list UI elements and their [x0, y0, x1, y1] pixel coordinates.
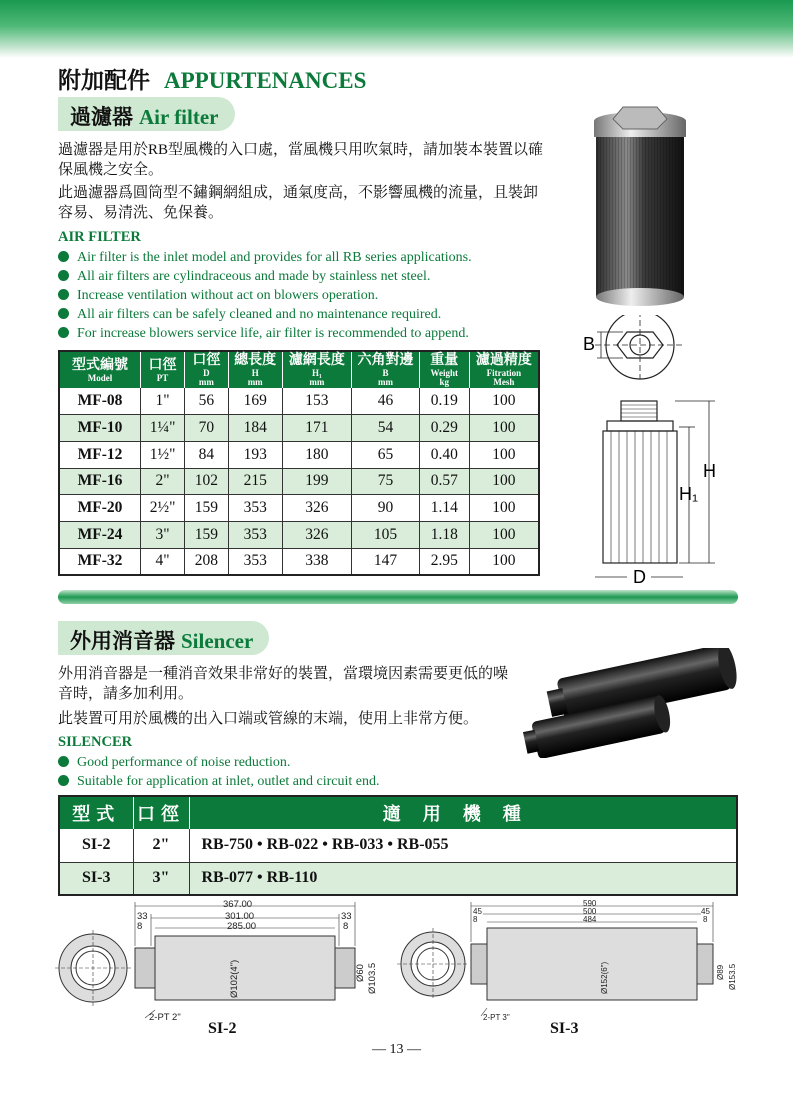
si3-dim-end2: 8: [473, 915, 478, 924]
model-cell: MF-16: [59, 468, 141, 495]
bullet-icon: [58, 270, 69, 281]
col-header: 六角對邊 B mm: [352, 351, 420, 388]
table-cell: 1¼": [141, 415, 185, 442]
air-filter-title-en: Air filter: [139, 105, 219, 129]
page-title-en: APPURTENANCES: [164, 68, 367, 93]
si2-dim-port: Ø60: [355, 964, 366, 982]
silencer-title-en: Silencer: [181, 629, 254, 653]
table-header-row: [59, 351, 539, 388]
si2-dimension-drawing: [55, 898, 390, 1023]
silencer-subtitle: SILENCER: [58, 734, 133, 750]
air-filter-section-title: [58, 97, 235, 131]
silencer-spec-table: [58, 795, 738, 896]
si3-pt-label: 2-PT 3": [483, 1013, 510, 1022]
table-cell: 147: [352, 548, 420, 575]
table-cell: 84: [184, 441, 228, 468]
si2-caption: SI-2: [208, 1020, 237, 1037]
table-cell: 184: [228, 415, 282, 442]
page-title-zh: 附加配件: [58, 68, 150, 93]
table-cell: 70: [184, 415, 228, 442]
si3-dim-end2-right: 8: [703, 915, 708, 924]
air-filter-title-zh: 過濾器: [70, 105, 133, 129]
table-row: [59, 441, 539, 468]
col-header: 適用機種: [189, 796, 737, 829]
col-header: 型式編號 Model: [59, 351, 141, 388]
list-item: Air filter is the inlet model and provides for all RB series applications.: [58, 248, 472, 267]
silencer-section-title: [58, 621, 269, 655]
silencer-bullets: [58, 753, 379, 791]
table-cell: 159: [184, 495, 228, 522]
model-cell: MF-20: [59, 495, 141, 522]
list-item: Good performance of noise reduction.: [58, 753, 379, 772]
table-cell: 54: [352, 415, 420, 442]
si2-dim-end: 33: [137, 911, 148, 922]
table-cell: 100: [469, 441, 539, 468]
dim-label-h: H: [703, 461, 716, 481]
table-row: SI-2 2" RB-750 • RB-022 • RB-033 • RB-055: [59, 829, 737, 862]
table-cell: 326: [282, 521, 352, 548]
silencer-title-zh: 外用消音器: [70, 629, 175, 653]
bullet-icon: [58, 289, 69, 300]
list-item: Increase ventilation without act on blowers operation.: [58, 286, 472, 305]
table-row: [59, 388, 539, 415]
table-cell: 193: [228, 441, 282, 468]
table-cell: 3": [141, 521, 185, 548]
dim-label-h1: H₁: [679, 484, 699, 504]
table-row: [59, 495, 539, 522]
si3-dim-port2: Ø153.5: [728, 963, 737, 990]
si2-dim-mid: 301.00: [225, 911, 255, 922]
si3-dim-port: Ø89: [716, 964, 725, 980]
silencer-desc-2: 此裝置可用於風機的出入口端或管線的末端，使用上非常方便。: [58, 711, 479, 727]
si3-dim-inner: 484: [583, 915, 597, 924]
si3-dim-total: 590: [583, 899, 597, 908]
air-filter-spec-table: [58, 350, 540, 576]
table-cell: 353: [228, 495, 282, 522]
table-cell: 100: [469, 415, 539, 442]
page-title: [58, 62, 366, 95]
table-cell: 169: [228, 388, 282, 415]
col-header: 重量 Weight kg: [419, 351, 469, 388]
table-row: [59, 521, 539, 548]
si2-dim-body: Ø102(4"): [229, 959, 240, 998]
table-cell: 0.29: [419, 415, 469, 442]
bullet-icon: [58, 327, 69, 338]
si2-dim-port2: Ø103.5: [367, 962, 378, 994]
table-cell: 215: [228, 468, 282, 495]
dim-label-b: B: [583, 334, 596, 354]
air-filter-desc-2: 此過濾器爲圓筒型不鏽鋼網組成，通氣度高，不影響風機的流量，且裝卸容易、易清洗、免保養。: [58, 185, 539, 221]
model-cell: MF-10: [59, 415, 141, 442]
silencer-photo: [520, 648, 740, 758]
model-cell: MF-08: [59, 388, 141, 415]
table-row: [59, 468, 539, 495]
col-header: 口徑 PT: [141, 351, 185, 388]
model-cell: MF-32: [59, 548, 141, 575]
si3-caption: SI-3: [550, 1020, 579, 1037]
table-cell: 102: [184, 468, 228, 495]
col-header: 口徑: [133, 796, 189, 829]
si2-dim-end2-right: 8: [343, 921, 349, 932]
si3-dim-mid: 500: [583, 907, 597, 916]
table-cell: 100: [469, 468, 539, 495]
table-cell: 171: [282, 415, 352, 442]
table-cell: 2": [141, 468, 185, 495]
table-cell: 46: [352, 388, 420, 415]
si2-dim-total: 367.00: [223, 899, 253, 910]
air-filter-photo: [585, 103, 695, 313]
table-cell: 1.18: [419, 521, 469, 548]
si2-dim-end2: 8: [137, 921, 143, 932]
table-cell: 353: [228, 521, 282, 548]
si3-dim-end: 45: [473, 907, 482, 916]
table-cell: 2.95: [419, 548, 469, 575]
col-header: 型式: [59, 796, 133, 829]
model-cell: MF-12: [59, 441, 141, 468]
table-header-row: [59, 796, 737, 829]
table-cell: 1.14: [419, 495, 469, 522]
section-divider: [58, 590, 738, 604]
table-cell: 56: [184, 388, 228, 415]
table-cell: 0.40: [419, 441, 469, 468]
table-cell: 208: [184, 548, 228, 575]
table-cell: 75: [352, 468, 420, 495]
bullet-icon: [58, 756, 69, 767]
table-cell: 353: [228, 548, 282, 575]
col-header: 口徑 D mm: [184, 351, 228, 388]
table-cell: 100: [469, 548, 539, 575]
list-item: All air filters can be safely cleaned and no maintenance required.: [58, 305, 472, 324]
air-filter-desc-1: 過濾器是用於RB型風機的入口處，當風機只用吹氣時，請加裝本裝置以確保風機之安全。: [58, 142, 544, 178]
air-filter-bullets: [58, 248, 472, 343]
si3-dim-body: Ø152(6"): [600, 961, 609, 994]
dim-label-d: D: [633, 567, 646, 587]
table-cell: 65: [352, 441, 420, 468]
table-cell: 1": [141, 388, 185, 415]
table-cell: 180: [282, 441, 352, 468]
top-gradient-band: [0, 0, 793, 58]
si2-dim-inner: 285.00: [227, 921, 257, 932]
col-header: 濾過精度 Fitration Mesh: [469, 351, 539, 388]
si2-pt-label: 2-PT 2": [149, 1012, 181, 1023]
table-row: [59, 415, 539, 442]
list-item: Suitable for application at inlet, outlet and circuit end.: [58, 772, 379, 791]
table-cell: 199: [282, 468, 352, 495]
list-item: All air filters are cylindraceous and made by stainless net steel.: [58, 267, 472, 286]
table-cell: 100: [469, 495, 539, 522]
air-filter-subtitle: AIR FILTER: [58, 229, 141, 245]
air-filter-dimension-drawing: [575, 315, 735, 590]
table-cell: 326: [282, 495, 352, 522]
model-cell: MF-24: [59, 521, 141, 548]
table-cell: 4": [141, 548, 185, 575]
silencer-desc-1: 外用消音器是一種消音效果非常好的裝置，當環境因素需要更低的噪音時，請多加利用。: [58, 666, 509, 702]
si2-dim-end-right: 33: [341, 911, 352, 922]
col-header: 總長度 H mm: [228, 351, 282, 388]
list-item: For increase blowers service life, air filter is recommended to append.: [58, 324, 472, 343]
table-cell: 100: [469, 521, 539, 548]
bullet-icon: [58, 251, 69, 262]
page-number: — 13 —: [372, 1042, 421, 1057]
table-cell: 153: [282, 388, 352, 415]
table-cell: 90: [352, 495, 420, 522]
table-cell: 0.57: [419, 468, 469, 495]
si3-dimension-drawing: [395, 898, 740, 1023]
si3-dim-end-right: 45: [701, 907, 710, 916]
table-cell: 159: [184, 521, 228, 548]
table-cell: 2½": [141, 495, 185, 522]
table-row: SI-3 3" RB-077 • RB-110: [59, 862, 737, 895]
table-cell: 100: [469, 388, 539, 415]
bullet-icon: [58, 308, 69, 319]
bullet-icon: [58, 775, 69, 786]
table-cell: 105: [352, 521, 420, 548]
table-cell: 0.19: [419, 388, 469, 415]
table-cell: 1½": [141, 441, 185, 468]
col-header: 濾網長度 H₁ mm: [282, 351, 352, 388]
table-cell: 338: [282, 548, 352, 575]
table-row: [59, 548, 539, 575]
